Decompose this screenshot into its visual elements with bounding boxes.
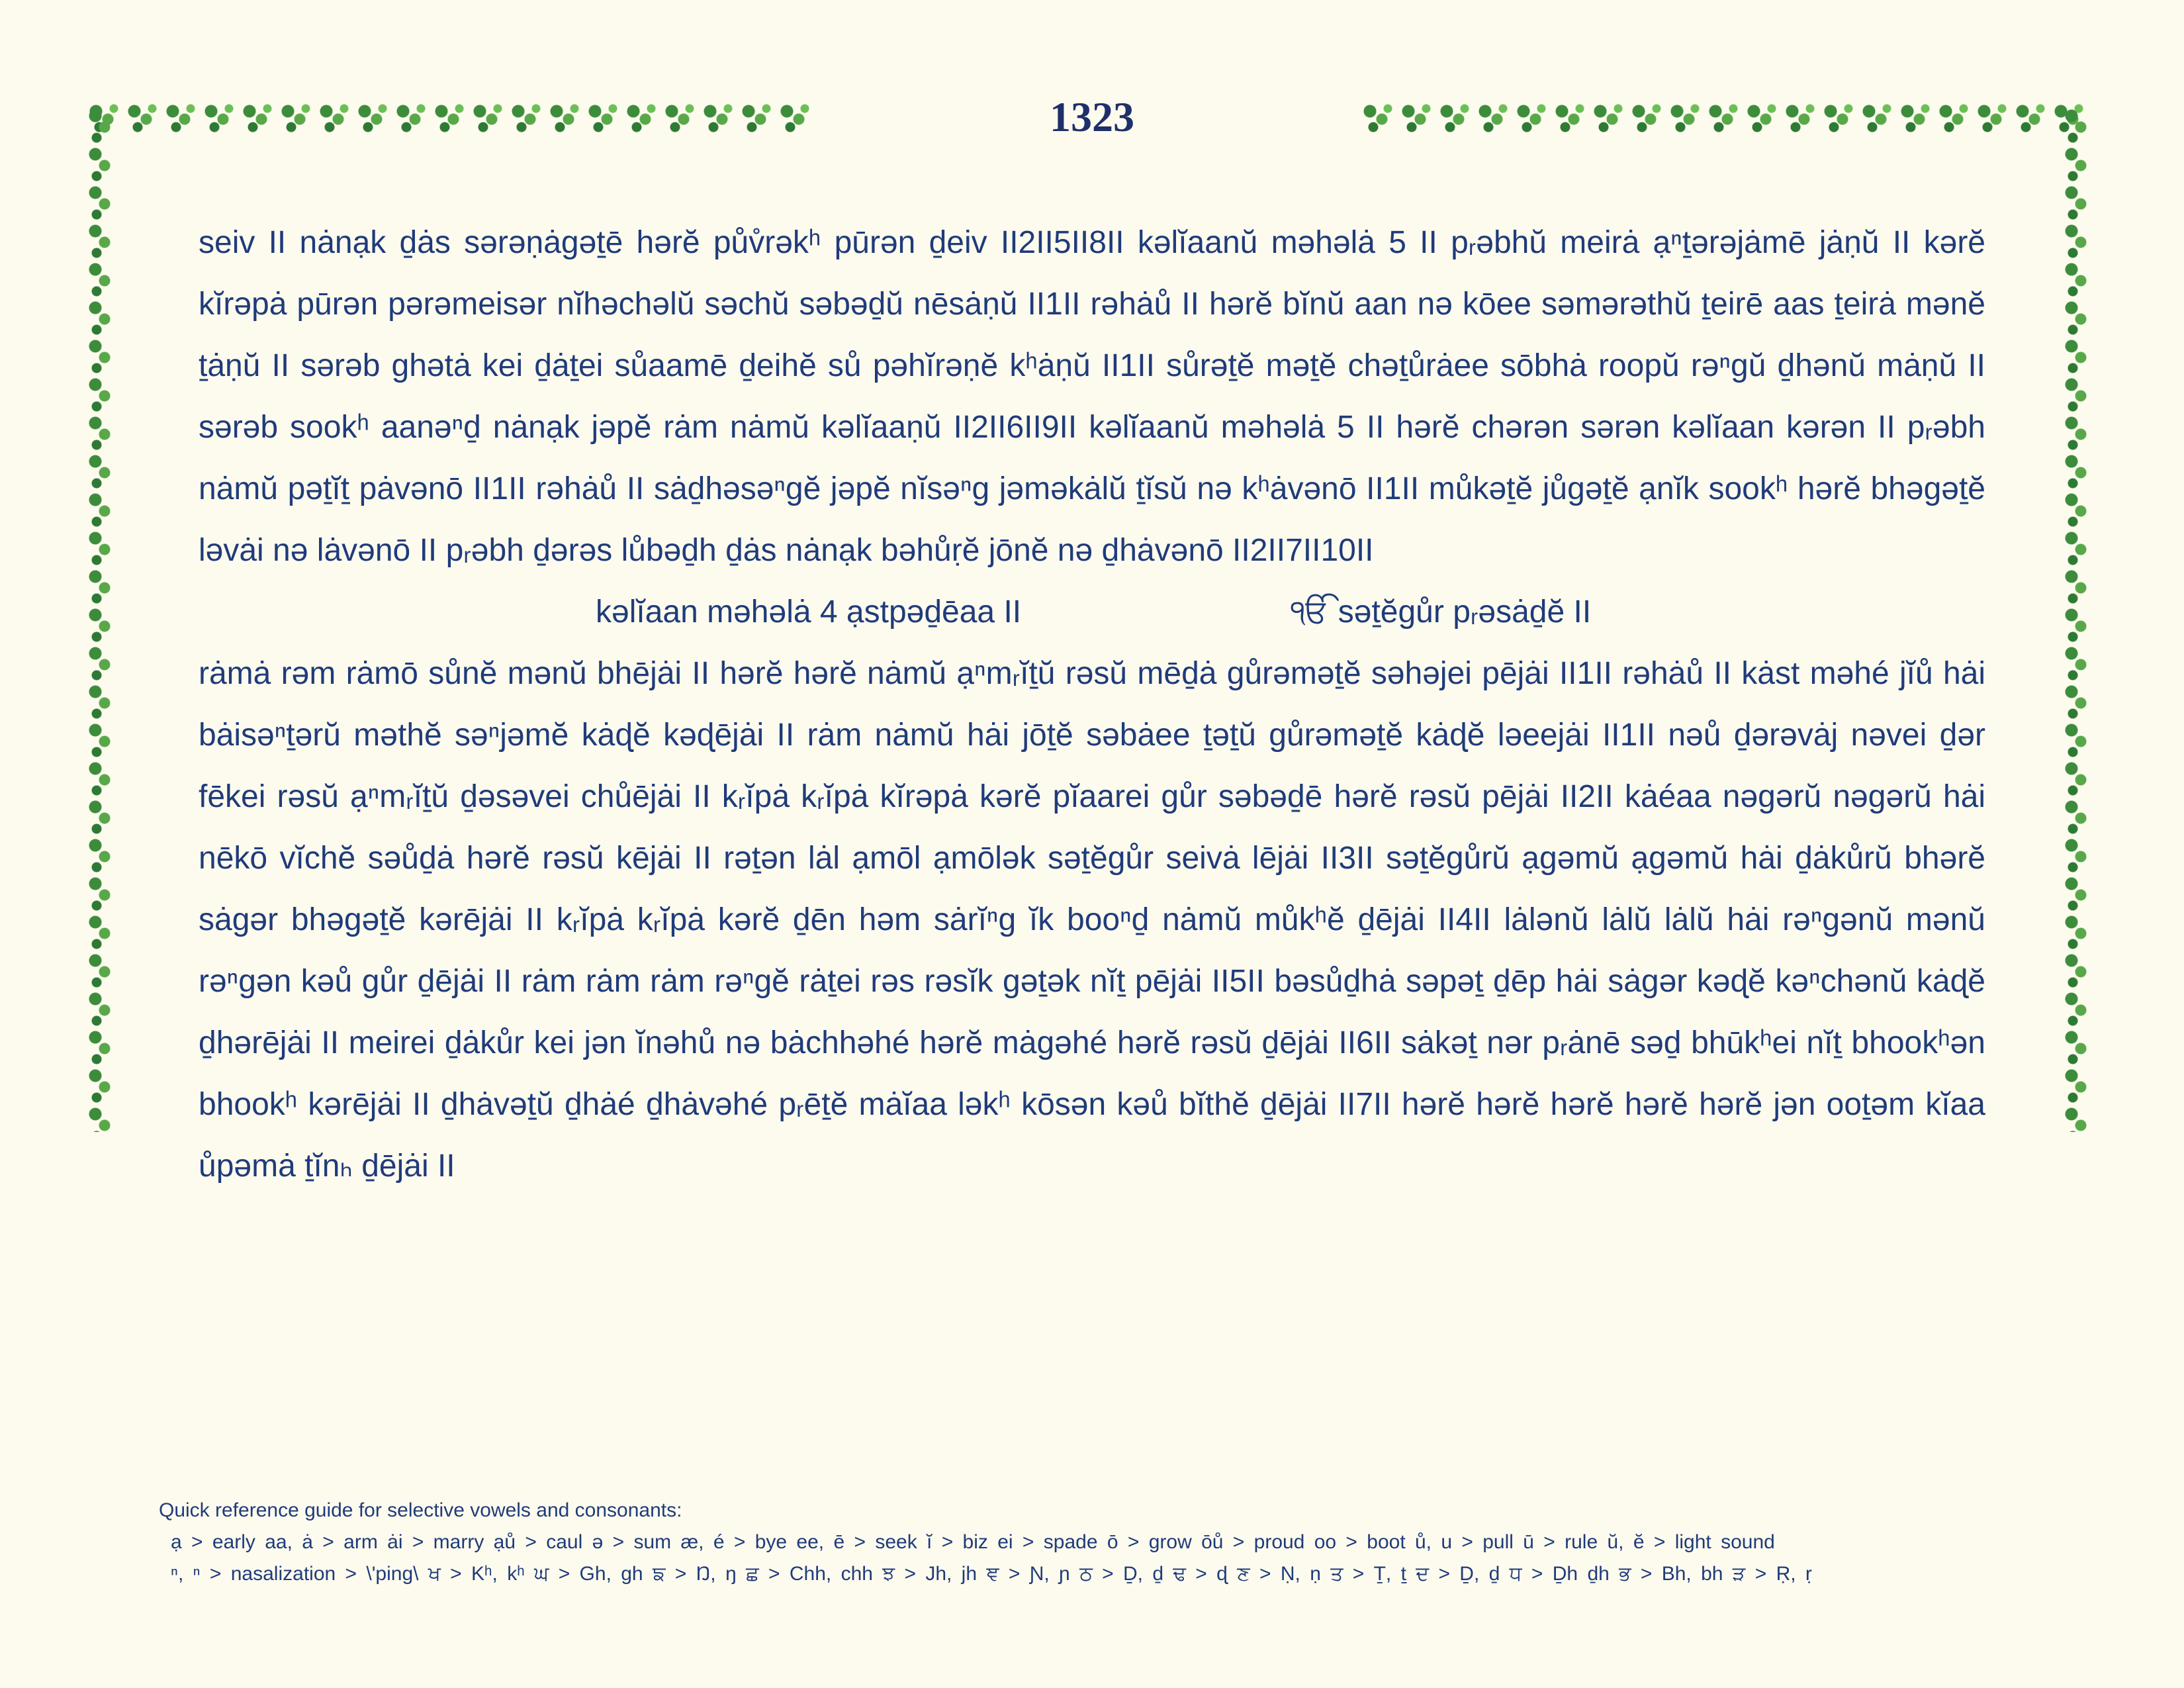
- guide-consonants: ⁿ, ⁿ > nasalization > \'ping\ ਖ > Kʰ, kʰ ਘ > Gh, gh ਙ > Ŋ, ŋ ਛ > Chh, chh ਝ > Jh, jh ਞ > Ɲ, ɲ ਠ > Ḏ, ḏ ਢ > ɖ ਣ > Ṇ, ṇ ਤ > Ṯ, ṯ ਦ > Ḏ, ḏ ਧ > Ḏh ḏh ਭ > Bh, bh ੜ > Ṛ, ṛ: [171, 1563, 1812, 1585]
- scripture-text: [199, 212, 1985, 1197]
- guide-title: Quick reference guide for selective vowels and consonants:: [159, 1499, 682, 1521]
- reference-guide: [159, 1499, 2045, 1595]
- paragraph: seiv II nȧnạk ḏȧs sərəṇȧgəṯē hərĕ pův̊rəkʰ pūrən ḏeiv II2II5II8II kəlĭaanŭ məhəlȧ 5 II pᵣəbhŭ meirȧ ạⁿṯərəjȧmē jȧṇŭ II kərĕ kĭrəpȧ pūrən pərəmeisər nĭhəchəlŭ səchŭ səbəḏŭ nēsȧṇŭ II1II rəhȧů II hərĕ bĭnŭ aan nə kōee səmərəthŭ ṯeirē aas ṯeirȧ mənĕ ṯȧṇŭ II sərəb ghətȧ kei ḏȧṯei sůaamē ḏeihĕ sů pəhĭrəṇĕ kʰȧṇŭ II1II sůrəṯĕ məṯĕ chəṯůrȧee sōbhȧ roopŭ rəⁿgŭ ḏhənŭ mȧṇŭ II sərəb sookʰ aanəⁿḏ nȧnạk jəpĕ rȧm nȧmŭ kəlĭaaṇŭ II2II6II9II kəlĭaanŭ məhəlȧ 5 II hərĕ chərən sərən kəlĭaan kərən II pᵣəbh nȧmŭ pəṯĭṯ pȧvənō II1II rəhȧů II sȧḏhəsəⁿgĕ jəpĕ nĭsəⁿg jəməkȧlŭ ṯĭsŭ nə kʰȧvənō II1II můkəṯĕ jůgəṯĕ ạnĭk sookʰ hərĕ bhəgəṯĕ ləvȧi nə lȧvənō II pᵣəbh ḏərəs lůbəḏh ḏȧs nȧnạk bəhůṛĕ jōnĕ nə ḏhȧvənō II2II7II10II: [199, 225, 1985, 568]
- decorative-border-top-left: [86, 99, 814, 139]
- heading-right: ੴ səṯĕgůr pᵣəsȧḏĕ II: [1291, 594, 1592, 630]
- paragraph: rȧmȧ rəm rȧmō sůnĕ mənŭ bhējȧi II hərĕ hərĕ nȧmŭ ạⁿmᵣĭṯŭ rəsŭ mēḏȧ gůrəməṯĕ səhəjei pējȧi II1II rəhȧů II kȧst məhé jĭů hȧi bȧisəⁿṯərŭ məthĕ səⁿjəmĕ kȧɖĕ kəɖējȧi II rȧm nȧmŭ hȧi jōṯĕ səbȧee ṯəṯŭ gůrəməṯĕ kȧɖĕ ləeejȧi II1II nəů ḏərəvȧj nəvei ḏər fēkei rəsŭ ạⁿmᵣĭṯŭ ḏəsəvei chůējȧi II kᵣĭpȧ kᵣĭpȧ kĭrəpȧ kərĕ pĭaarei gůr səbəḏē hərĕ rəsŭ pējȧi II2II kȧéaa nəgərŭ nəgərŭ hȧi nēkō vĭchĕ səůḏȧ hərĕ rəsŭ kējȧi II rəṯən lȧl ạmōl ạmōlək səṯĕgůr seivȧ lējȧi II3II səṯĕgůrŭ ạgəmŭ ạgəmŭ hȧi ḏȧkůrŭ bhərĕ sȧgər bhəgəṯĕ kərējȧi II kᵣĭpȧ kᵣĭpȧ kərĕ ḏēn həm sȧrĭⁿg ĭk booⁿḏ nȧmŭ můkʰĕ ḏējȧi II4II lȧlənŭ lȧlŭ lȧlŭ hȧi rəⁿgənŭ mənŭ rəⁿgən kəů gůr ḏējȧi II rȧm rȧm rȧm rəⁿgĕ rȧṯei rəs rəsĭk gəṯək nĭṯ pējȧi II5II bəsůḏhȧ səpəṯ ḏēp hȧi sȧgər kəɖĕ kəⁿchənŭ kȧɖĕ ḏhərējȧi II meirei ḏȧkůr kei jən ĭnəhů nə bȧchhəhé hərĕ mȧgəhé hərĕ rəsŭ ḏējȧi II6II sȧkəṯ nər pᵣȧnē səḏ bhūkʰei nĭṯ bhookʰən bhookʰ kərējȧi II ḏhȧvəṯŭ ḏhȧé ḏhȧvəhé pᵣēṯĕ mȧĭaa ləkʰ kōsən kəů bĭthĕ ḏējȧi II7II hərĕ hərĕ hərĕ hərĕ hərĕ jən ooṯəm kĭaa ůpəmȧ ṯĭnₕ ḏējȧi II: [199, 656, 1985, 1184]
- heading-left: kəlĭaan məhəlȧ 4 ạstpəḏēaa II: [596, 594, 1022, 630]
- decorative-border-right: [2064, 106, 2090, 1132]
- page-number: 1323: [1050, 93, 1134, 140]
- section-heading: [199, 581, 1985, 643]
- decorative-border-left: [87, 106, 114, 1132]
- guide-vowels: ạ > early aa, ȧ > arm ȧi > marry ạů > caul ə > sum æ, é > bye ee, ē > seek ĭ > biz ei > spade ō > grow ōů > proud oo > boot ů, u > pull ū > rule ŭ, ĕ > light sound: [171, 1531, 1775, 1553]
- decorative-border-top-right: [1360, 99, 2088, 139]
